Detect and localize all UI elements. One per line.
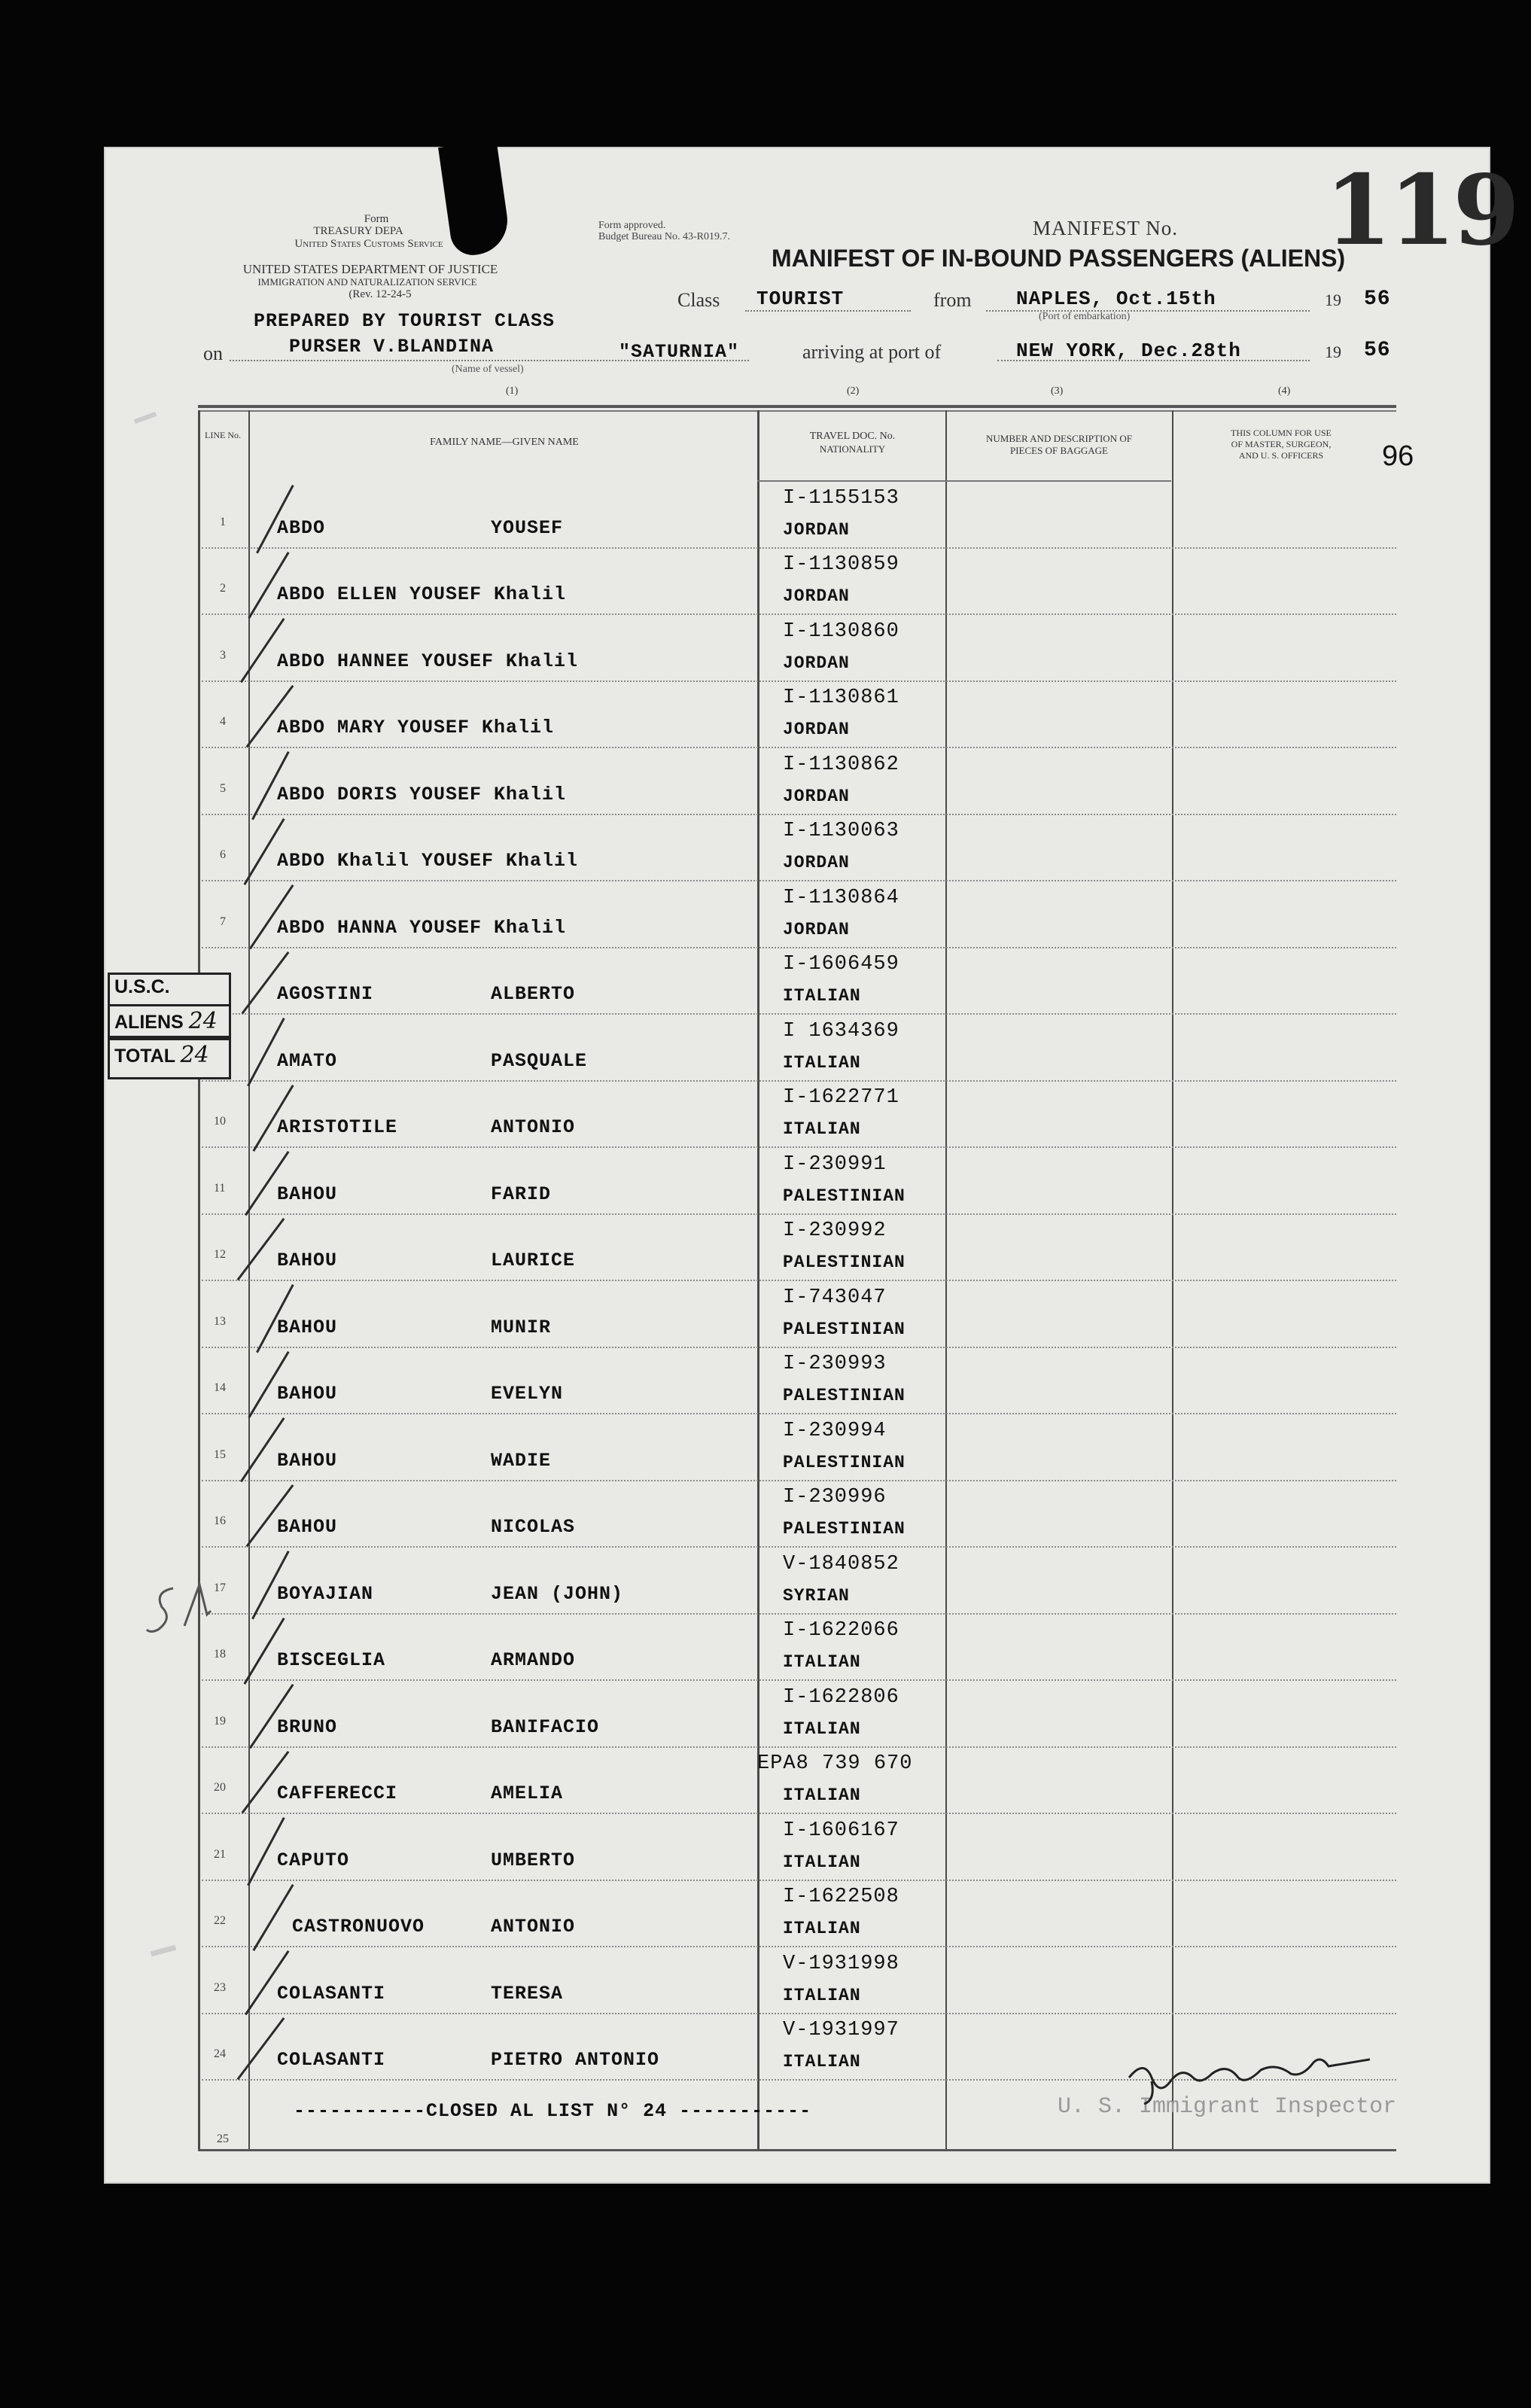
inspector-stamp: U. S. Immigrant Inspector <box>1058 2094 1397 2120</box>
family-name: BAHOU <box>277 1183 338 1205</box>
nationality: JORDAN <box>783 653 850 673</box>
row-divider <box>202 1213 1396 1215</box>
row-divider <box>202 1347 1396 1348</box>
nationality: ITALIAN <box>783 2052 861 2072</box>
name-of-vessel-caption: (Name of vessel) <box>452 364 524 375</box>
family-name: AGOSTINI <box>277 983 374 1005</box>
given-name: ANTONIO <box>491 1116 576 1138</box>
travel-doc-number: I-1155153 <box>783 486 899 510</box>
nationality: ITALIAN <box>783 1718 861 1739</box>
travel-doc-number: I-1622508 <box>783 1886 899 1908</box>
travel-doc-number: I-1622066 <box>783 1619 899 1642</box>
class-underline <box>745 310 911 312</box>
from-underline <box>986 310 1310 312</box>
row-divider <box>202 747 1396 748</box>
given-name: ALBERTO <box>491 983 576 1005</box>
travel-doc-number: I-230992 <box>783 1219 887 1242</box>
row-divider <box>202 1480 1396 1481</box>
year-2: 56 <box>1364 339 1391 362</box>
travel-doc-number: I-743047 <box>783 1286 887 1309</box>
col-header-officers-3: AND U. S. OFFICERS <box>1238 450 1324 461</box>
line-number: 19 <box>214 1714 226 1728</box>
line-number: 14 <box>214 1381 226 1394</box>
col-number-4: (4) <box>1278 385 1291 397</box>
year-prefix-2: 19 <box>1325 342 1341 361</box>
family-name: ABDO Khalil YOUSEF Khalil <box>277 850 579 872</box>
arrival-underline <box>997 360 1310 361</box>
line-number: 5 <box>220 781 226 795</box>
given-name: PIETRO ANTONIO <box>491 2049 660 2071</box>
nationality: SYRIAN <box>783 1585 850 1606</box>
line-number-25: 25 <box>217 2132 229 2145</box>
travel-doc-number: I-1130860 <box>783 620 899 643</box>
given-name: YOUSEF <box>491 516 564 539</box>
nationality: PALESTINIAN <box>783 1253 906 1272</box>
on-label: on <box>203 342 223 364</box>
given-name: ARMANDO <box>491 1649 576 1671</box>
line-number: 21 <box>214 1847 226 1861</box>
nationality: PALESTINIAN <box>783 1319 906 1339</box>
line-number: 6 <box>220 848 226 861</box>
line-number: 12 <box>214 1248 226 1261</box>
col-number-2: (2) <box>847 385 860 397</box>
family-name: BRUNO <box>277 1715 338 1738</box>
given-name: FARID <box>491 1183 552 1205</box>
family-name: COLASANTI <box>277 2049 386 2071</box>
line-number: 23 <box>214 1980 226 1994</box>
travel-doc-number: I-1606459 <box>783 953 899 976</box>
family-name: ABDO <box>277 516 326 539</box>
form-revision: (Rev. 12-24-5 <box>349 288 412 300</box>
given-name: PASQUALE <box>491 1049 588 1072</box>
given-name: ANTONIO <box>491 1916 576 1938</box>
table-bottom-rule <box>198 2149 1396 2151</box>
form-approved: Form approved. <box>598 220 666 231</box>
margin-handwriting <box>143 1573 226 1641</box>
row-divider <box>202 1546 1396 1548</box>
travel-doc-number: I-1622771 <box>783 1086 899 1109</box>
stamp-aliens <box>108 1004 231 1038</box>
family-name: ARISTOTILE <box>277 1116 398 1138</box>
line-number: 24 <box>214 2047 226 2060</box>
travel-doc-number: I-1130864 <box>783 886 899 909</box>
col-header-line-no: LINE No. <box>205 430 241 440</box>
travel-doc-number: I-1130063 <box>783 820 899 842</box>
nationality: PALESTINIAN <box>783 1452 906 1472</box>
year-prefix-1: 19 <box>1325 291 1341 309</box>
row-divider <box>202 1146 1396 1148</box>
family-name: BAHOU <box>277 1250 338 1271</box>
family-name: ABDO HANNA YOUSEF Khalil <box>277 916 567 939</box>
given-name: BANIFACIO <box>491 1715 600 1738</box>
vessel-name: "SATURNIA" <box>619 341 740 363</box>
stamp-total-count: 24 <box>180 1042 209 1068</box>
given-name: MUNIR <box>491 1316 552 1338</box>
prepared-by-line-2: PURSER V.BLANDINA <box>289 336 495 358</box>
arrival-value: NEW YORK, Dec.28th <box>1016 339 1241 362</box>
nationality: ITALIAN <box>783 1985 861 2005</box>
stamp-total-label: TOTAL <box>114 1046 175 1067</box>
family-name: ABDO ELLEN YOUSEF Khalil <box>277 583 567 605</box>
nationality: JORDAN <box>783 786 850 806</box>
treasury-department: TREASURY DEPA <box>313 225 403 237</box>
given-name: UMBERTO <box>491 1849 576 1871</box>
stamp-aliens-count: 24 <box>188 1008 218 1034</box>
class-label: Class <box>677 289 720 311</box>
given-name: LAURICE <box>491 1250 576 1271</box>
given-name: TERESA <box>491 1982 564 2005</box>
nationality: ITALIAN <box>783 1652 861 1672</box>
table-left-border <box>198 410 200 2149</box>
stamp-usc-label: U.S.C. <box>114 976 170 997</box>
row-divider <box>202 947 1396 948</box>
line-number: 17 <box>214 1581 226 1594</box>
nationality: JORDAN <box>783 519 850 540</box>
family-name: COLASANTI <box>277 1982 386 2005</box>
side-page-number: 96 <box>1382 440 1414 472</box>
arriving-label: arriving at port of <box>802 341 942 363</box>
nationality: JORDAN <box>783 853 850 872</box>
budget-bureau: Budget Bureau No. 43-R019.7. <box>598 231 730 242</box>
nationality: ITALIAN <box>783 1919 861 1938</box>
manifest-title: MANIFEST OF IN-BOUND PASSENGERS (ALIENS) <box>772 245 1346 272</box>
col-header-baggage-2: PIECES OF BAGGAGE <box>1009 445 1108 456</box>
travel-doc-number: I-230991 <box>783 1152 887 1176</box>
travel-doc-number: I-230994 <box>783 1419 887 1442</box>
travel-doc-number: I-1622806 <box>783 1685 899 1709</box>
line-number: 11 <box>214 1181 226 1195</box>
family-name: BAHOU <box>277 1516 338 1538</box>
line-number: 15 <box>214 1448 226 1461</box>
family-name: BAHOU <box>277 1383 338 1405</box>
stamp-aliens-label: ALIENS <box>114 1012 184 1033</box>
family-name: BAHOU <box>277 1316 338 1338</box>
form-label: Form <box>364 213 389 225</box>
travel-doc-number: I-230993 <box>783 1353 887 1375</box>
travel-doc-number: V-1931998 <box>783 1952 899 1975</box>
nationality: JORDAN <box>783 720 850 739</box>
given-name: WADIE <box>491 1449 552 1472</box>
table-top-rule <box>198 405 1396 408</box>
row-divider <box>202 1613 1396 1615</box>
line-number: 4 <box>220 715 226 728</box>
travel-doc-number: V-1931997 <box>783 2019 899 2041</box>
col-header-travel-doc: TRAVEL DOC. No. <box>809 431 896 442</box>
col-header-name: FAMILY NAME—GIVEN NAME <box>430 437 579 448</box>
travel-doc-number: I-1130859 <box>783 553 899 576</box>
line-number: 1 <box>220 515 226 528</box>
travel-doc-number: I-1606167 <box>783 1819 899 1842</box>
row-divider <box>202 1280 1396 1281</box>
row-divider <box>202 1880 1396 1881</box>
class-value: TOURIST <box>756 288 845 310</box>
manifest-number: 119 <box>1325 154 1517 267</box>
line-number: 2 <box>220 582 226 595</box>
family-name: BAHOU <box>277 1449 338 1472</box>
nationality: ITALIAN <box>783 986 861 1006</box>
inspector-signature <box>1122 2047 1370 2108</box>
col-number-1: (1) <box>506 385 519 397</box>
col-header-officers-2: OF MASTER, SURGEON, <box>1231 439 1332 449</box>
row-divider <box>202 680 1396 682</box>
nationality: PALESTINIAN <box>783 1186 906 1206</box>
nationality: ITALIAN <box>783 1119 861 1139</box>
department-of-justice: UNITED STATES DEPARTMENT OF JUSTICE <box>242 262 498 276</box>
given-name: EVELYN <box>491 1383 564 1405</box>
row-divider <box>202 2013 1396 2014</box>
customs-service: United States Customs Service <box>294 238 443 250</box>
from-label: from <box>933 289 972 311</box>
travel-doc-number: I-1130862 <box>783 753 899 776</box>
travel-doc-number: I 1634369 <box>783 1019 899 1043</box>
row-divider <box>202 1013 1396 1015</box>
year-1: 56 <box>1364 288 1391 311</box>
family-name: CASTRONUOVO <box>292 1916 425 1938</box>
line-number: 22 <box>214 1914 226 1927</box>
line-number: 16 <box>214 1515 226 1527</box>
family-name: ABDO HANNEE YOUSEF Khalil <box>277 650 579 672</box>
table-top-rule-2 <box>198 410 1396 412</box>
from-value: NAPLES, Oct.15th <box>1016 288 1216 310</box>
nationality: ITALIAN <box>783 1785 861 1805</box>
row-divider <box>202 1746 1396 1748</box>
nationality: ITALIAN <box>783 1852 861 1872</box>
col-header-nationality: NATIONALITY <box>819 443 886 455</box>
travel-doc-number: I-230996 <box>783 1486 887 1508</box>
line-number: 10 <box>214 1115 226 1128</box>
nationality: PALESTINIAN <box>783 1519 906 1539</box>
family-name: ABDO MARY YOUSEF Khalil <box>277 717 555 738</box>
family-name: BISCEGLIA <box>277 1649 386 1671</box>
given-name: NICOLAS <box>491 1516 576 1538</box>
row-divider <box>202 547 1396 549</box>
row-divider <box>202 1080 1396 1082</box>
family-name: BOYAJIAN <box>277 1582 374 1605</box>
travel-doc-number: V-1840852 <box>783 1552 899 1575</box>
family-name: AMATO <box>277 1049 338 1072</box>
nationality: JORDAN <box>783 919 850 939</box>
stamp-usc <box>108 973 231 1006</box>
port-embarkation-caption: (Port of embarkation) <box>1039 311 1131 322</box>
row-divider <box>202 613 1396 615</box>
nationality: JORDAN <box>783 586 850 606</box>
family-name: ABDO DORIS YOUSEF Khalil <box>277 783 567 805</box>
immigration-service: IMMIGRATION AND NATURALIZATION SERVICE <box>257 276 477 288</box>
closed-list-note: -----------CLOSED AL LIST N° 24 ----------- <box>294 2100 812 2122</box>
nationality: ITALIAN <box>783 1052 861 1073</box>
row-divider <box>202 1946 1396 1947</box>
header-underline <box>757 480 1171 482</box>
row-divider <box>202 1413 1396 1414</box>
family-name: CAPUTO <box>277 1849 350 1871</box>
row-divider <box>202 1679 1396 1681</box>
prepared-by-line-1: PREPARED BY TOURIST CLASS <box>254 310 555 332</box>
stamp-total <box>108 1037 231 1079</box>
line-number: 13 <box>214 1314 226 1328</box>
line-number: 7 <box>220 915 226 928</box>
row-divider <box>202 880 1396 881</box>
given-name: JEAN (JOHN) <box>491 1582 624 1605</box>
col-header-baggage-1: NUMBER AND DESCRIPTION OF <box>986 433 1132 444</box>
travel-doc-number: I-1130861 <box>783 686 899 709</box>
family-name: CAFFERECCI <box>277 1782 398 1804</box>
col-number-3: (3) <box>1051 385 1064 397</box>
manifest-no-label: MANIFEST No. <box>1033 217 1179 239</box>
travel-doc-number: EPA8 739 670 <box>757 1752 913 1775</box>
given-name: AMELIA <box>491 1782 564 1804</box>
line-number: 20 <box>214 1781 226 1794</box>
col-header-officers-1: THIS COLUMN FOR USE <box>1231 428 1332 438</box>
nationality: PALESTINIAN <box>783 1386 906 1405</box>
row-divider <box>202 814 1396 815</box>
row-divider <box>202 1813 1396 1814</box>
line-number: 18 <box>214 1648 226 1661</box>
line-number: 3 <box>220 648 226 662</box>
